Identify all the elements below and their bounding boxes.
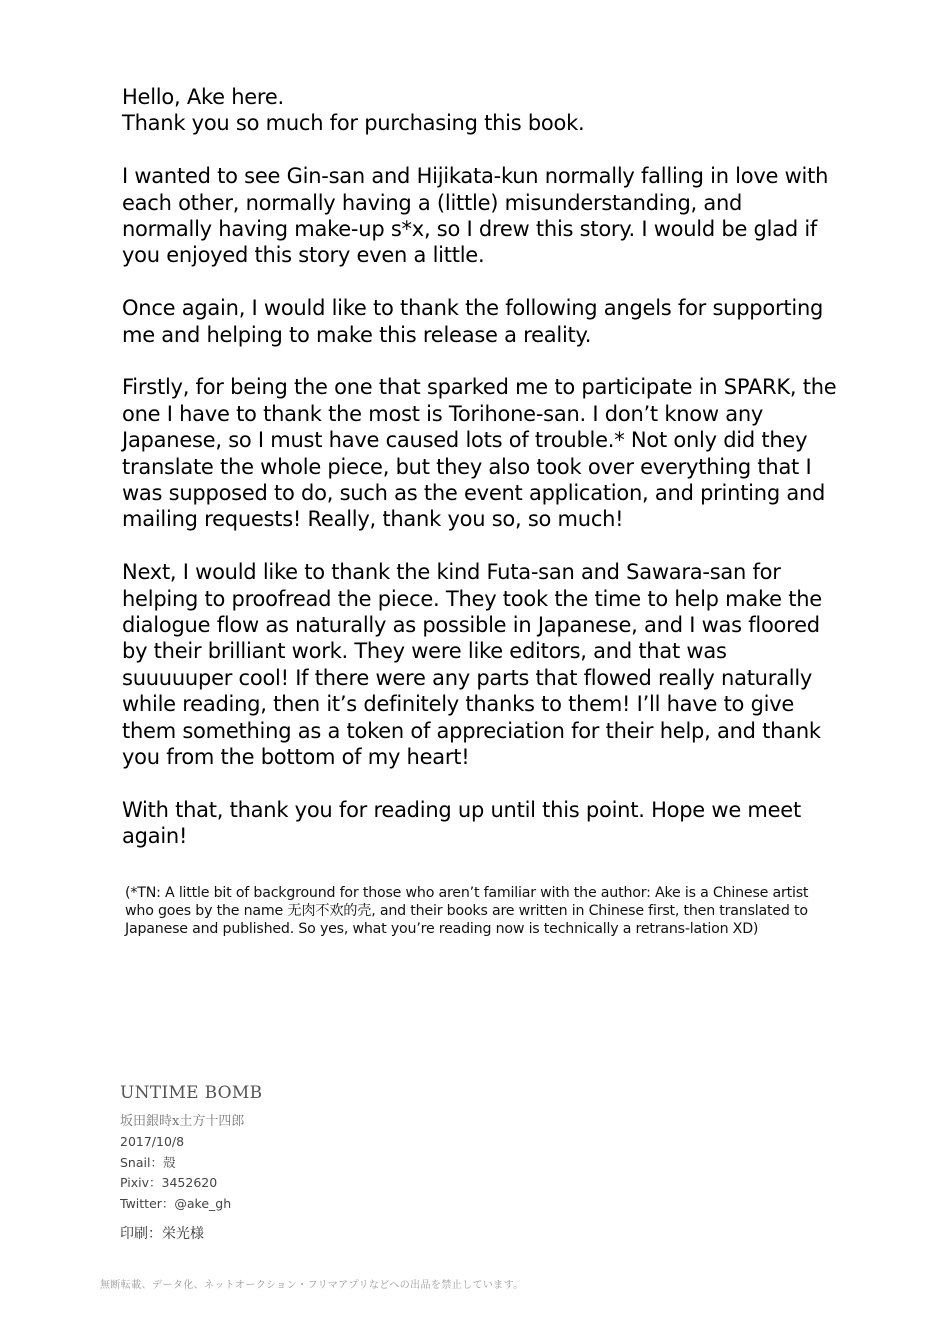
book-title: UNTIME BOMB [120, 1083, 263, 1103]
thanks-intro-paragraph: Once again, I would like to thank the following angels for supporting me and helping to make this release a reality. [122, 296, 824, 347]
pairing-line: 坂田銀時x土方十四郎 [120, 1114, 245, 1129]
greeting-line-1: Hello, Ake here. [122, 85, 284, 109]
reproduction-notice: 無断転載、データ化、ネットオークション・フリマアプリなどへの出品を禁止しています。 [100, 1280, 524, 1291]
publication-date: 2017/10/8 [120, 1134, 185, 1149]
translator-thanks-paragraph: Firstly, for being the one that sparked me to participate in SPARK, the one I have to thank the most is Torihone-san. I don’t know any Japanese, so I must have caused lots of trouble.* Not only did they translate the whole piece, but they also took over everything that I was supposed to do, such as the event application, and printing and mailing requests! Really, thank you so, so much! [122, 375, 837, 532]
colophon [120, 1082, 262, 1244]
greeting [122, 84, 837, 137]
story-paragraph: I wanted to see Gin-san and Hijikata-kun normally falling in love with each other, normally having a (little) misunderstanding, and normally having make-up s*x, so I drew this story. I would be glad if you enjoyed this story even a little. [122, 164, 829, 268]
author-snail: Snail：殻 [120, 1154, 176, 1170]
author-twitter: Twitter：@ake_gh [120, 1195, 232, 1211]
closing-paragraph: With that, thank you for reading up until this point. Hope we meet again! [122, 797, 801, 849]
author-pixiv: Pixiv：3452620 [120, 1175, 218, 1190]
afterword-letter [122, 84, 837, 850]
translator-note: (*TN: A little bit of background for those who aren’t familiar with the author: Ake is a Chinese artist who goes by the name 无肉不欢的壳, and their books are written in Chinese first, then translated to Japanese and published. So yes, what you’re reading now is technically a retrans-lation XD) [125, 885, 809, 937]
greeting-line-2: Thank you so much for purchasing this book. [122, 111, 585, 136]
proofreader-thanks-paragraph: Next, I would like to thank the kind Futa-san and Sawara-san for helping to proofread the piece. They took the time to help make the dialogue flow as naturally as possible in Japanese, and I was floored by their brilliant work. They were like editors, and that was suuuuuper cool! If there were any parts that flowed really naturally while reading, then it’s definitely thanks to them! I’ll have to give them something as a token of appreciation for their help, and thank you from the bottom of my heart! [122, 560, 822, 770]
printer-credit: 印刷：栄光様 [120, 1226, 204, 1242]
